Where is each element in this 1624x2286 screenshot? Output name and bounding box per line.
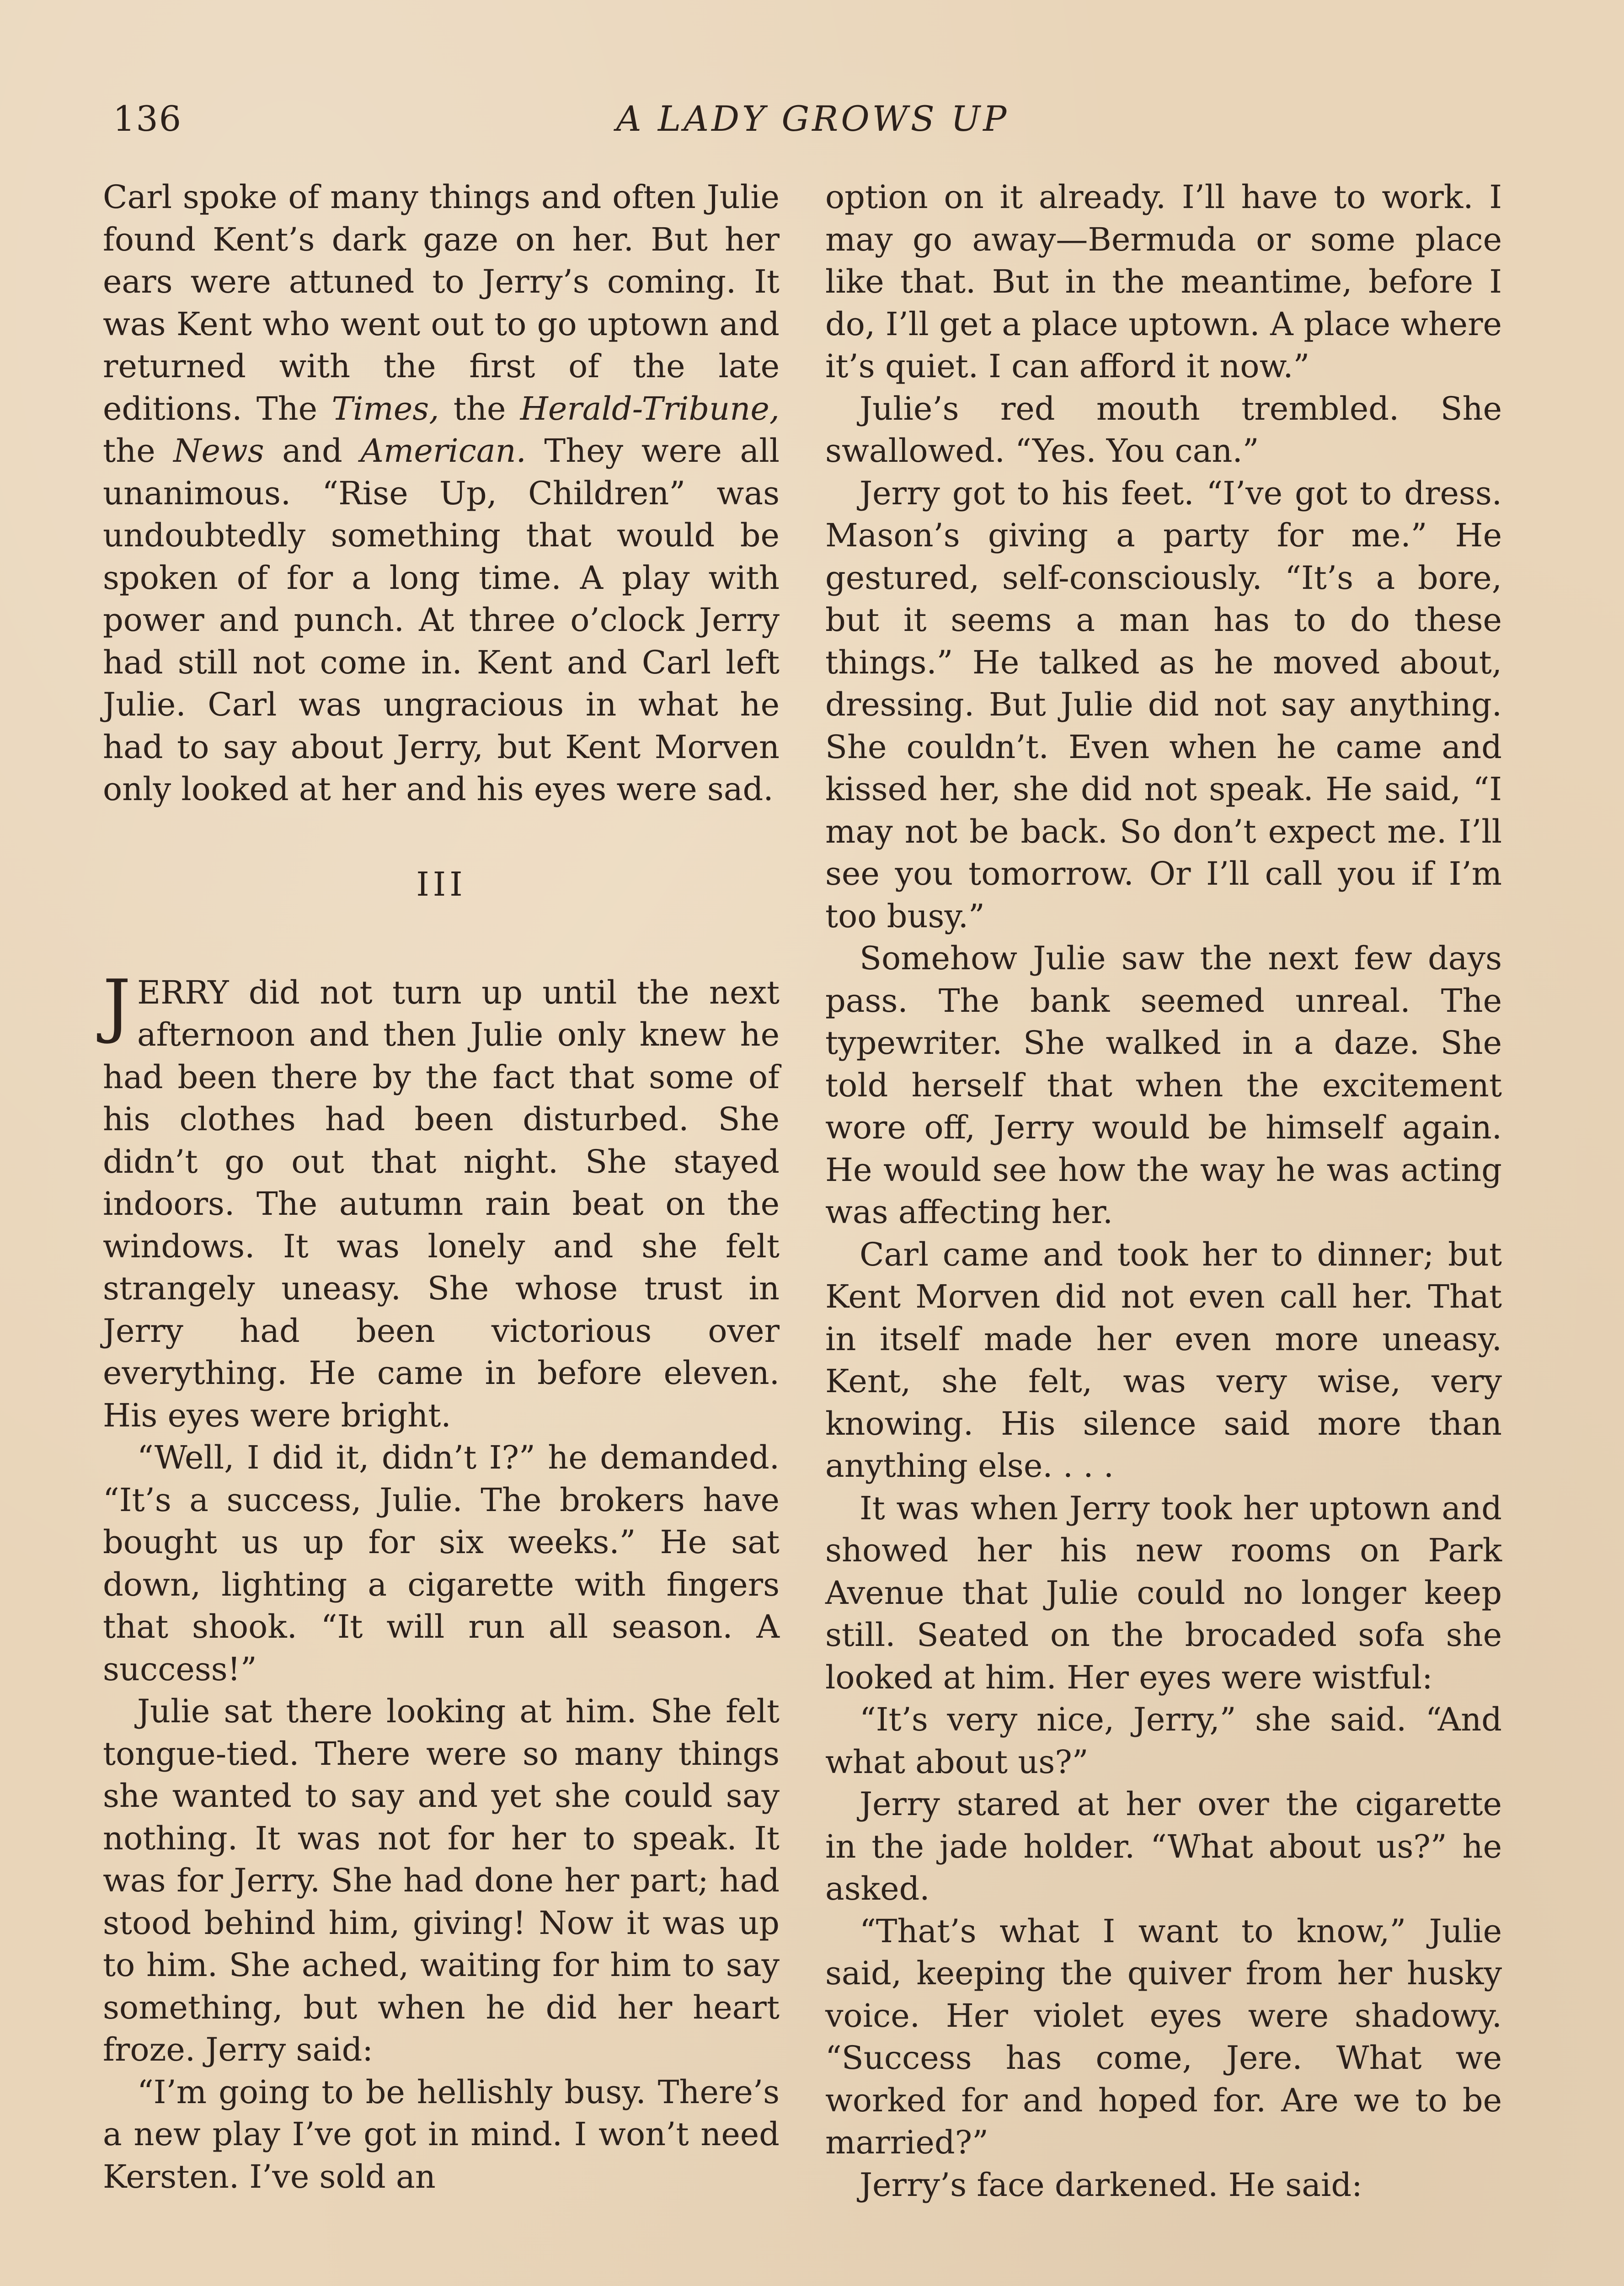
left-column bbox=[103, 176, 780, 2198]
paragraph: JERRY did not turn up until the next afternoon and then Julie only knew he had been there by the fact that some of his clothes had been disturbed. She didn’t go out that night. She stayed indoors. The autumn rain beat on the windows. It was lonely and she felt strangely uneasy. She whose trust in Jerry had been victorious over everything. He came in before eleven. His eyes were bright. bbox=[103, 964, 780, 1434]
paragraph: Carl came and took her to dinner; but Kent Morven did not even call her. That in itself made her even more uneasy. Kent, she felt, was very wise, very knowing. His silence said more than anything else. . . . bbox=[825, 1235, 1502, 1485]
paragraph: Jerry’s face darkened. He said: bbox=[860, 2166, 1362, 2204]
newspaper-title: News bbox=[173, 432, 264, 470]
paragraph: Julie sat there looking at him. She felt tongue-tied. There were so many things she wanted to say and yet she could say nothing. It was not for her to speak. It was for Jerry. She had done her part; had stood behind him, giving! Now it was up to him. She ached, waiting for him to say something, but when he did her heart froze. Jerry said: bbox=[103, 1693, 780, 2068]
running-title: A LADY GROWS UP bbox=[616, 98, 1010, 139]
paragraph: It was when Jerry took her uptown and showed her his new rooms on Park Avenue that Julie could no longer keep still. Seated on the brocaded sofa she looked at him. Her eyes were wistful: bbox=[825, 1489, 1502, 1696]
paragraph: Jerry got to his feet. “I’ve got to dress. Mason’s giving a party for me.” He gestured, self-consciously. “It’s a bore, but it seems a man has to do these things.” He talked as he moved about, dressing. But Julie did not say anything. She couldn’t. Even when he came and kissed her, she did not speak. He said, “I may not be back. So don’t expect me. I’ll see you tomorrow. Or I’ll call you if I’m too busy.” bbox=[825, 474, 1502, 935]
paragraph: “Well, I did it, didn’t I?” he demanded. “It’s a success, Julie. The brokers have bought us up for six weeks.” He sat down, lighting a cigarette with fingers that shook. “It will run all season. A success!” bbox=[103, 1439, 780, 1688]
paragraph: Somehow Julie saw the next few days pass. The bank seemed unreal. The typewriter. She walked in a daze. She told herself that when the excitement wore off, Jerry would be himself again. He would see how the way he was acting was affecting her. bbox=[825, 940, 1502, 1231]
paragraph: Carl spoke of many things and often Julie found Kent’s dark gaze on her. But her ears were attuned to Jerry’s coming. It was Kent who went out to go uptown and returned with the first of the late editions. The Times, the Herald-Tribune, the News and American. They were all unanimous. “Rise Up, Children” was undoubtedly something that would be spoken of for a long time. A play with power and punch. At three o’clock Jerry had still not come in. Kent and Carl left Julie. Carl was ungracious in what he had to say about Jerry, but Kent Morven only looked at her and his eyes were sad. bbox=[103, 178, 780, 808]
right-column bbox=[825, 176, 1502, 2206]
newspaper-title: American. bbox=[360, 432, 526, 470]
newspaper-title: Times, bbox=[331, 390, 439, 427]
paragraph: Julie’s red mouth trembled. She swallowed. “Yes. You can.” bbox=[825, 390, 1502, 470]
newspaper-title: Herald-Tribune, bbox=[520, 390, 780, 427]
section-heading: III bbox=[416, 865, 466, 903]
paragraph: “That’s what I want to know,” Julie said, keeping the quiver from her husky voice. Her violet eyes were shadowy. “Success has come, Jere. What we worked for and hoped for. Are we to be married?” bbox=[825, 1912, 1502, 2161]
drop-cap: J bbox=[103, 964, 131, 1046]
paragraph: “I’m going to be hellishly busy. There’s a new play I’ve got in mind. I won’t need Kersten. I’ve sold an bbox=[103, 2073, 780, 2195]
page-number: 136 bbox=[113, 98, 182, 139]
page-header bbox=[107, 91, 1518, 146]
paragraph: option on it already. I’ll have to work. I may go away—Bermuda or some place like that. But in the meantime, before I do, I’ll get a place uptown. A place where it’s quiet. I can afford it now.” bbox=[825, 178, 1502, 385]
paragraph: “It’s very nice, Jerry,” she said. “And what about us?” bbox=[825, 1701, 1502, 1781]
paragraph: Jerry stared at her over the cigarette in the jade holder. “What about us?” he asked. bbox=[825, 1785, 1502, 1907]
